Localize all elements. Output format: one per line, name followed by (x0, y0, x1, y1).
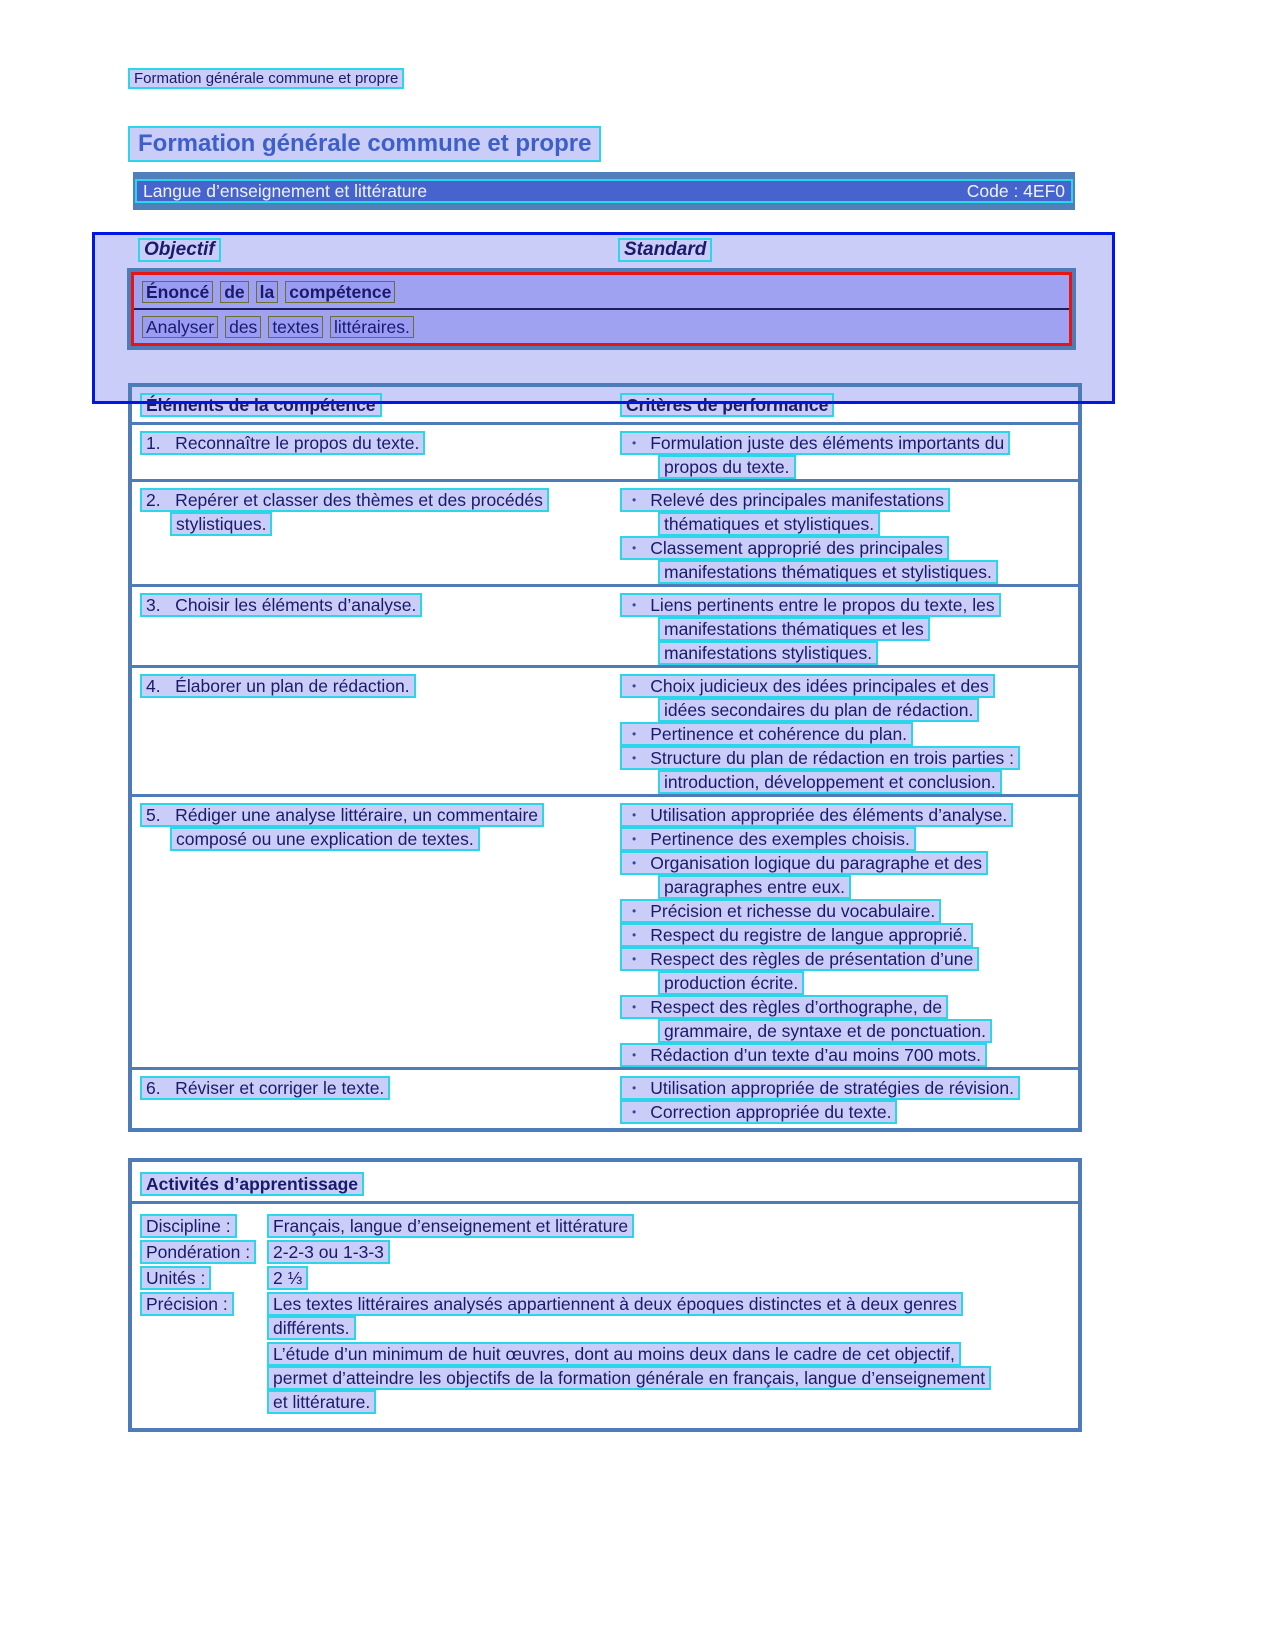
highlighted-text (620, 488, 950, 512)
text-line (620, 1043, 1078, 1067)
page-title (128, 126, 601, 162)
table-row (132, 482, 1078, 587)
criteria-text: manifestations thématiques et stylistiques. (664, 562, 992, 582)
bullet-icon: • (632, 928, 637, 942)
text-line (620, 995, 1078, 1019)
criteria-text: Choix judicieux des idées principales et des (650, 676, 989, 696)
text-line (267, 1390, 1078, 1414)
criteria-cell (612, 593, 1078, 665)
criteria-text: introduction, développement et conclusion. (664, 772, 996, 792)
text-line (620, 674, 1078, 698)
field-value-text: 2 ⅓ (267, 1266, 308, 1290)
criteria-cell (612, 488, 1078, 584)
field-value-cell (267, 1266, 1078, 1290)
objectif-heading (138, 238, 221, 262)
highlighted-text (620, 746, 1020, 770)
criteria-text: Pertinence et cohérence du plan. (650, 724, 908, 744)
activities-field-row (140, 1266, 1078, 1290)
element-text: 2. Repérer et classer des thèmes et des procédés (140, 488, 549, 512)
enonce-title-row (134, 275, 1069, 310)
bullet-icon: • (632, 1081, 637, 1095)
element-text: 6. Réviser et corriger le texte. (140, 1076, 390, 1100)
activities-field-row (140, 1214, 1078, 1238)
criteria-text: thématiques et stylistiques. (664, 514, 875, 534)
highlighted-text (620, 674, 995, 698)
activities-body (132, 1204, 1078, 1414)
highlighted-text (620, 995, 948, 1019)
text-line (267, 1240, 1078, 1264)
element-text: 4. Élaborer un plan de rédaction. (140, 674, 416, 698)
text-line (620, 947, 1078, 971)
highlighted-text (658, 455, 796, 479)
field-label-text: Unités : (140, 1266, 211, 1290)
course-code-label: Code : 4EF0 (966, 180, 1065, 201)
field-value-text: et littérature. (267, 1390, 376, 1414)
field-label-cell (140, 1342, 267, 1414)
bullet-icon: • (632, 952, 637, 966)
criteria-text: Respect du registre de langue approprié. (650, 925, 968, 945)
element-text: composé ou une explication de textes. (170, 827, 480, 851)
criteria-text: Organisation logique du paragraphe et des (650, 853, 982, 873)
enonce-word: de (220, 281, 248, 303)
text-line (140, 593, 612, 617)
competence-table-body (132, 425, 1078, 1128)
criteria-text: Formulation juste des éléments importants du (650, 433, 1005, 453)
field-label-text: Discipline : (140, 1214, 237, 1238)
enonce-word: compétence (285, 281, 395, 303)
bullet-icon: • (632, 679, 637, 693)
running-header-text: Formation générale commune et propre (128, 68, 404, 89)
highlighted-text (658, 698, 979, 722)
text-line (620, 899, 1078, 923)
text-line (170, 512, 612, 536)
criteria-text: Structure du plan de rédaction en trois parties : (650, 748, 1015, 768)
element-text: 3. Choisir les éléments d’analyse. (140, 593, 422, 617)
field-label-cell (140, 1292, 267, 1340)
criteria-text: manifestations stylistiques. (664, 643, 873, 663)
table-row (132, 587, 1078, 668)
highlighted-text (620, 722, 913, 746)
text-line (267, 1214, 1078, 1238)
highlighted-text (620, 1076, 1020, 1100)
objectif-heading-text: Objectif (138, 238, 221, 262)
criteria-text: paragraphes entre eux. (664, 877, 845, 897)
criteria-cell (612, 803, 1078, 1067)
field-value-text: Les textes littéraires analysés appartiennent à deux époques distinctes et à deux genres (267, 1292, 963, 1316)
text-line (658, 455, 1078, 479)
highlighted-text (620, 1043, 987, 1067)
competence-table (128, 383, 1082, 1132)
criteria-text: Respect des règles de présentation d’une (650, 949, 974, 969)
text-line (658, 971, 1078, 995)
text-line (620, 827, 1078, 851)
text-line (620, 431, 1078, 455)
text-line (620, 1076, 1078, 1100)
course-language-label: Langue d’enseignement et littérature (143, 180, 428, 201)
element-cell (132, 803, 612, 1067)
element-cell (132, 593, 612, 665)
criteria-text: Pertinence des exemples choisis. (650, 829, 910, 849)
criteria-text: Précision et richesse du vocabulaire. (650, 901, 936, 921)
text-line (658, 512, 1078, 536)
criteria-text: Classement approprié des principales (650, 538, 943, 558)
highlighted-text (658, 971, 804, 995)
bullet-icon: • (632, 727, 637, 741)
criteria-text: grammaire, de syntaxe et de ponctuation. (664, 1021, 986, 1041)
field-label-cell (140, 1240, 267, 1264)
field-value-text: différents. (267, 1316, 356, 1340)
field-value-text: 2-2-3 ou 1-3-3 (267, 1240, 390, 1264)
text-line (140, 488, 612, 512)
highlighted-text (620, 593, 1001, 617)
field-label-text: Précision : (140, 1292, 234, 1316)
bullet-icon: • (632, 1048, 637, 1062)
text-line (140, 674, 612, 698)
text-line (140, 803, 612, 827)
element-cell (132, 431, 612, 479)
bullet-icon: • (632, 598, 637, 612)
competence-table-header (132, 387, 1078, 425)
code-bar (133, 172, 1075, 210)
bullet-icon: • (632, 856, 637, 870)
highlighted-text (620, 923, 973, 947)
highlighted-text (620, 947, 979, 971)
element-text: 5. Rédiger une analyse littéraire, un commentaire (140, 803, 544, 827)
highlighted-text (658, 641, 878, 665)
criteria-text: Utilisation appropriée de stratégies de révision. (650, 1078, 1015, 1098)
enonce-word: Analyser (142, 316, 218, 338)
criteria-cell (612, 1076, 1078, 1124)
highlighted-text (620, 827, 916, 851)
enonce-word: textes (268, 316, 323, 338)
field-value-cell (267, 1214, 1078, 1238)
field-label-cell (140, 1266, 267, 1290)
enonce-body-row (134, 310, 1069, 343)
criteria-text: production écrite. (664, 973, 799, 993)
criteres-header-text: Critères de performance (620, 393, 834, 417)
activities-header-text: Activités d’apprentissage (140, 1172, 364, 1196)
text-line (170, 827, 612, 851)
criteria-text: manifestations thématiques et les (664, 619, 924, 639)
header-right-cell (612, 393, 1078, 422)
highlighted-text (658, 875, 851, 899)
table-row (132, 668, 1078, 797)
element-cell (132, 674, 612, 794)
table-row (132, 1070, 1078, 1128)
highlighted-text (620, 803, 1013, 827)
highlighted-text (620, 431, 1010, 455)
field-value-cell (267, 1240, 1078, 1264)
text-line (267, 1316, 1078, 1340)
criteria-text: Respect des règles d’orthographe, de (650, 997, 943, 1017)
text-line (620, 488, 1078, 512)
bullet-icon: • (632, 1105, 637, 1119)
field-value-text: permet d’atteindre les objectifs de la formation générale en français, langue d’enseignement (267, 1366, 991, 1390)
criteria-text: Liens pertinents entre le propos du texte, les (650, 595, 995, 615)
criteria-text: Rédaction d’un texte d’au moins 700 mots. (650, 1045, 981, 1065)
text-line (658, 698, 1078, 722)
bullet-icon: • (632, 751, 637, 765)
text-line (267, 1266, 1078, 1290)
bullet-icon: • (632, 493, 637, 507)
highlighted-text (620, 536, 949, 560)
element-cell (132, 1076, 612, 1124)
standard-heading-text: Standard (618, 238, 712, 262)
field-value-text: Français, langue d’enseignement et littérature (267, 1214, 634, 1238)
criteria-text: idées secondaires du plan de rédaction. (664, 700, 974, 720)
standard-heading (618, 238, 712, 262)
code-bar-highlight (135, 179, 1073, 203)
text-line (620, 722, 1078, 746)
field-value-text: L’étude d’un minimum de huit œuvres, dont au moins deux dans le cadre de cet objectif, (267, 1342, 961, 1366)
highlighted-text (658, 512, 880, 536)
text-line (658, 1019, 1078, 1043)
bullet-icon: • (632, 832, 637, 846)
activities-header-row (132, 1162, 1078, 1204)
text-line (140, 431, 612, 455)
highlighted-text (620, 1100, 897, 1124)
text-line (620, 1100, 1078, 1124)
text-line (620, 593, 1078, 617)
bullet-icon: • (632, 808, 637, 822)
highlighted-text (658, 617, 930, 641)
field-label-cell (140, 1214, 267, 1238)
text-line (620, 536, 1078, 560)
criteria-text: Relevé des principales manifestations (650, 490, 944, 510)
bullet-icon: • (632, 904, 637, 918)
text-line (620, 746, 1078, 770)
activities-table (128, 1158, 1082, 1432)
header-left-cell (132, 393, 612, 422)
text-line (140, 1076, 612, 1100)
highlighted-text (620, 899, 941, 923)
text-line (267, 1292, 1078, 1316)
enonce-word: la (256, 281, 279, 303)
bullet-icon: • (632, 541, 637, 555)
highlighted-text (620, 851, 988, 875)
criteria-cell (612, 674, 1078, 794)
enonce-word: Énoncé (142, 281, 213, 303)
field-label-text: Pondération : (140, 1240, 256, 1264)
highlighted-text (658, 560, 998, 584)
text-line (267, 1366, 1078, 1390)
element-text: stylistiques. (170, 512, 272, 536)
text-line (620, 803, 1078, 827)
criteria-text: Correction appropriée du texte. (650, 1102, 892, 1122)
text-line (658, 770, 1078, 794)
highlighted-text (658, 1019, 992, 1043)
table-row (132, 797, 1078, 1070)
text-line (267, 1342, 1078, 1366)
activities-field-row (140, 1240, 1078, 1264)
page-title-text: Formation générale commune et propre (128, 126, 601, 162)
elements-header-text: Éléments de la compétence (140, 393, 382, 417)
element-text: 1. Reconnaître le propos du texte. (140, 431, 425, 455)
enonce-competence-box (131, 272, 1072, 346)
bullet-icon: • (632, 1000, 637, 1014)
field-value-cell (267, 1292, 1078, 1340)
bullet-icon: • (632, 436, 637, 450)
activities-field-row (140, 1342, 1078, 1414)
table-row (132, 425, 1078, 482)
highlighted-text (658, 770, 1002, 794)
criteria-text: Utilisation appropriée des éléments d’analyse. (650, 805, 1008, 825)
criteria-text: propos du texte. (664, 457, 790, 477)
text-line (658, 560, 1078, 584)
text-line (658, 641, 1078, 665)
text-line (620, 851, 1078, 875)
text-line (658, 875, 1078, 899)
activities-field-row (140, 1292, 1078, 1340)
text-line (620, 923, 1078, 947)
field-value-cell (267, 1342, 1078, 1414)
enonce-word: littéraires. (330, 316, 414, 338)
element-cell (132, 488, 612, 584)
criteria-cell (612, 431, 1078, 479)
text-line (658, 617, 1078, 641)
running-header (128, 68, 404, 89)
enonce-word: des (225, 316, 261, 338)
